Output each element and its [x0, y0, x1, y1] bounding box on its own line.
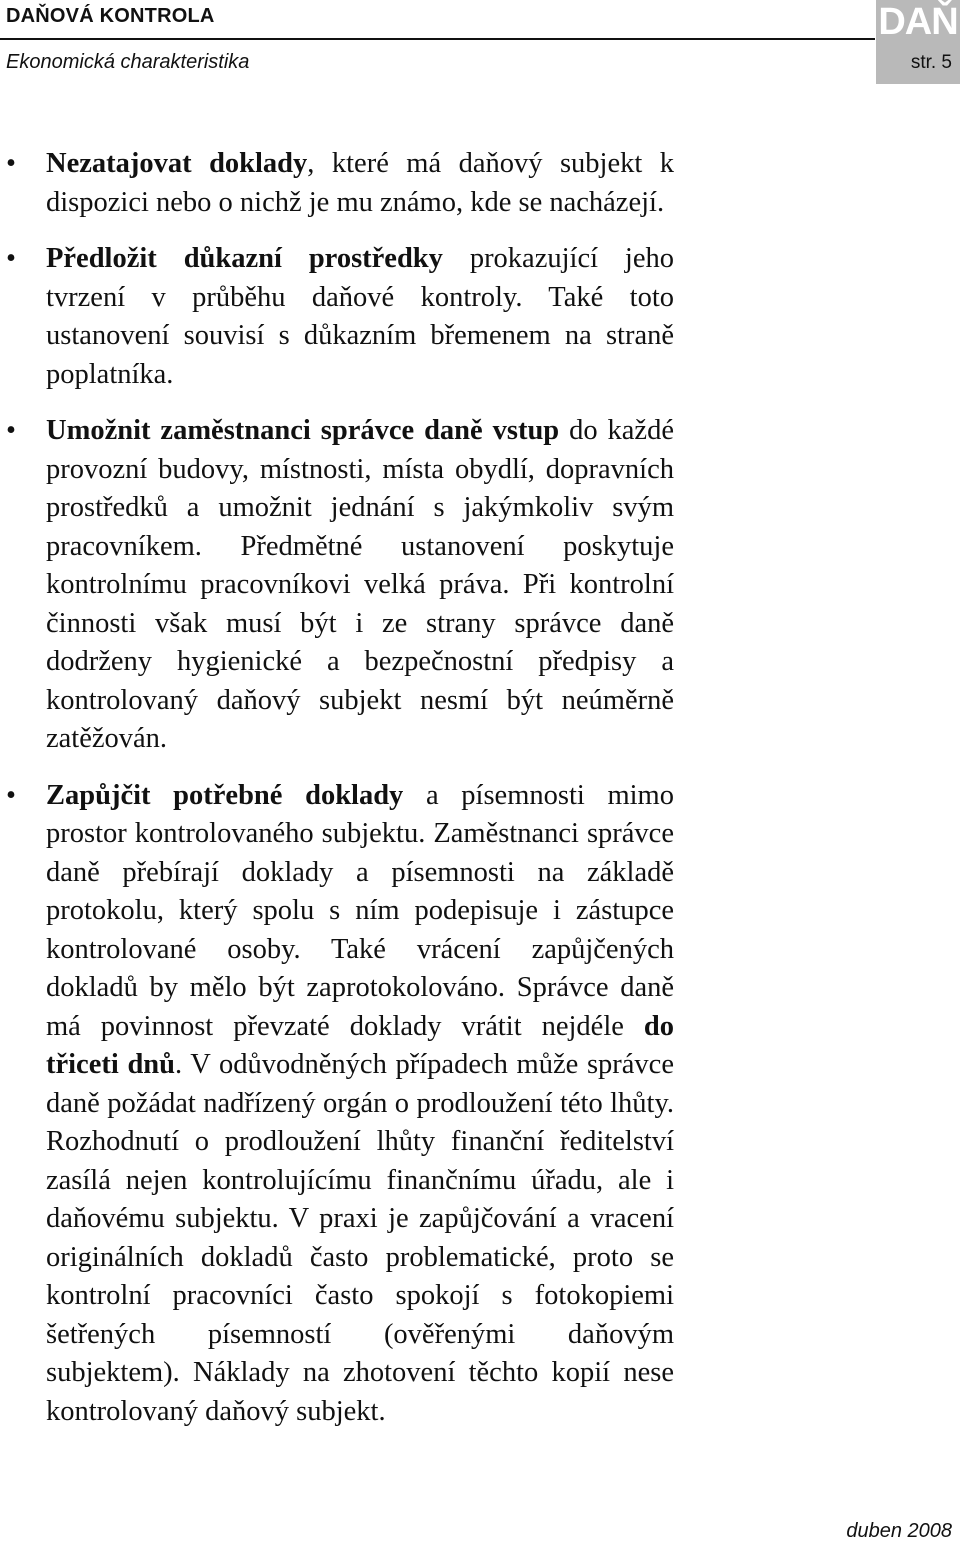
bullet-text: , které má daňový subjekt k dispozici nebo o nichž je mu známo, kde se nacházejí.	[46, 148, 674, 218]
bullet-text: a písemnosti mimo prostor kontrolovaného subjektu. Zaměstnanci správce daně přebírají doklady a písemnosti na základě protokolu, který spolu s ním podepisuje i zástupce kontrolované osoby. Také vrácení zapůjčených dokladů by mělo být zaprotokolováno. Správce daně má povinnost převzaté doklady vrátit nejdéle	[46, 779, 674, 1042]
bullet-text-continued: . V odůvodněných případech může správce daně požádat nadřízený orgán o prodloužení této lhůty. Rozhodnutí o prodloužení lhůty finanční ředitelství zasílá nejen kontrolujícímu finančnímu úřadu, ale i daňovému subjektu. V praxi je zapůjčování a vracení originálních dokladů často problematické, proto se kontrolní pracovníci často spokojí s fotokopiemi šetřených písemností (ověřenými daňovým subjektem). Náklady na zhotovení těchto kopií nese kontrolovaný daňový subjekt.	[46, 1049, 674, 1427]
bullet-lead: Předložit důkazní prostředky	[46, 243, 443, 274]
page-number: str. 5	[910, 52, 952, 73]
bullet-lead: Zapůjčit potřebné doklady	[46, 779, 404, 811]
header-title: DAŇOVÁ KONTROLA	[6, 5, 215, 27]
header-rule	[0, 38, 875, 40]
bullet-emphasis: do třiceti dnů	[46, 1010, 674, 1080]
bullet-lead: Umožnit zaměstnanci správce daně vstup	[46, 415, 560, 446]
bullet-lead: Nezatajovat doklady	[46, 148, 308, 179]
footer-date: duben 2008	[846, 1520, 952, 1542]
bullet-list	[46, 145, 674, 1449]
bullet-item	[46, 412, 674, 759]
bullet-item	[46, 145, 674, 222]
bullet-item	[46, 240, 674, 394]
brand-logo: DAŇ	[878, 1, 958, 43]
bullet-text: prokazující jeho tvrzení v průběhu daňové kontroly. Také toto ustanovení souvisí s důkazním břemenem na straně poplatníka.	[46, 243, 674, 390]
bullet-text: do každé provozní budovy, místnosti, místa obydlí, dopravních prostředků a umožnit jednání s jakýmkoliv svým pracovníkem. Předmětné ustanovení poskytuje kontrolnímu pracovníkovi velká práva. Při kontrolní činnosti však musí být i ze strany správce daně dodrženy hygienické a bezpečnostní předpisy a kontrolovaný daňový subjekt nesmí být neúměrně zatěžován.	[46, 415, 674, 754]
bullet-item	[46, 777, 674, 1432]
header-subtitle: Ekonomická charakteristika	[6, 51, 250, 73]
